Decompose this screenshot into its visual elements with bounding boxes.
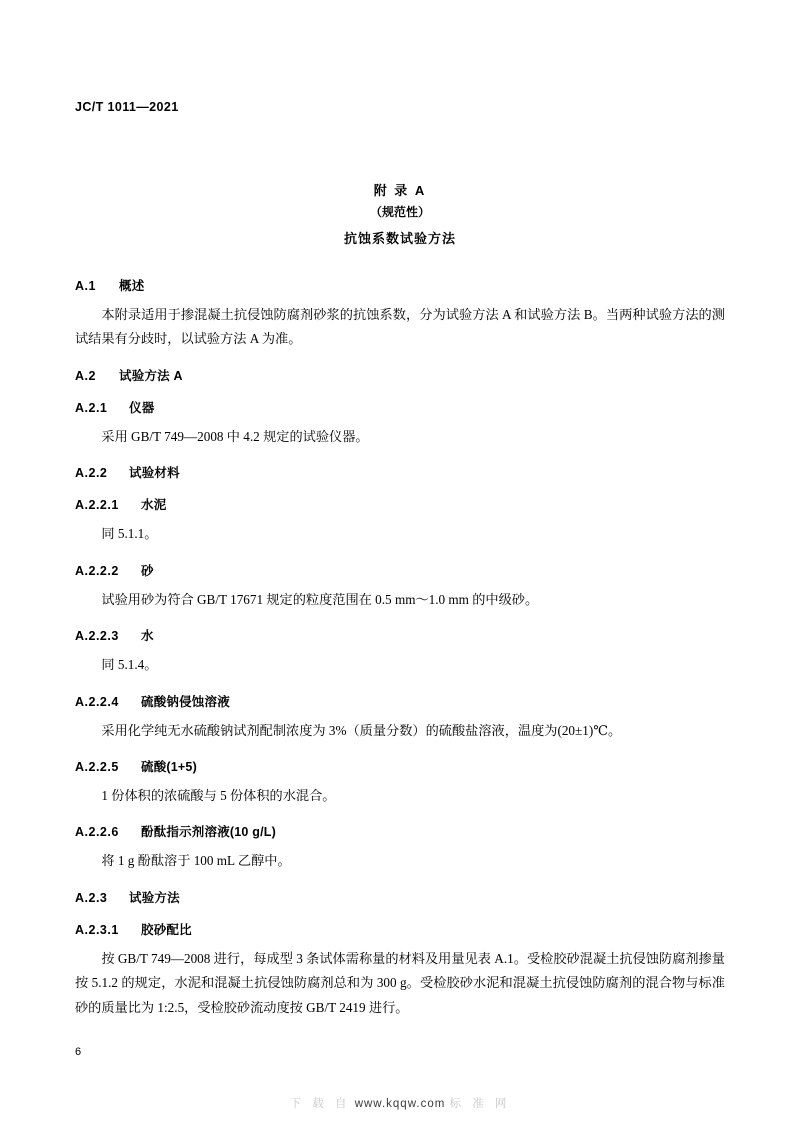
section-label: 水 — [141, 629, 154, 644]
section-label: 试验方法 — [129, 890, 180, 905]
section-number: A.2 — [75, 368, 96, 383]
section-heading — [75, 366, 725, 384]
section-heading — [75, 757, 725, 775]
section-label: 水泥 — [141, 498, 167, 513]
section-heading — [75, 920, 725, 938]
footer-watermark — [75, 1095, 725, 1111]
footer-watermark-left: 下 载 自 — [289, 1098, 351, 1110]
annex-subtitle: （规范性） — [369, 205, 430, 219]
body-paragraph: 将 1 g 酚酞溶于 100 mL 乙醇中。 — [101, 853, 291, 869]
section-heading — [75, 888, 725, 906]
section-number: A.2.2.3 — [75, 629, 119, 644]
section-label: 胶砂配比 — [141, 922, 192, 937]
annex-body — [75, 262, 725, 1020]
standard-number-header: JC/T 1011—2021 — [75, 100, 179, 114]
section-label: 概述 — [119, 279, 145, 293]
annex-title: 附 录 A — [373, 183, 427, 198]
section-heading — [75, 561, 725, 579]
section-number: A.2.3.1 — [75, 922, 119, 937]
body-paragraph: 按 GB/T 749—2008 进行，每成型 3 条试体需称量的材料及用量见表 A.1。受检胶砂混凝土抗侵蚀防腐剂掺量按 5.1.2 的规定，水泥和混凝土抗侵蚀防腐剂总和为 300 g。受检胶砂水泥和混凝土抗侵蚀防腐剂的混合物与标准砂的质量比为 1:2.5，受检胶砂流动度按 GB/T 2419 进行。 — [75, 950, 725, 1015]
section-label: 硫酸(1+5) — [141, 759, 197, 774]
section-number: A.2.2.5 — [75, 759, 119, 774]
body-paragraph: 同 5.1.4。 — [101, 657, 158, 673]
section-heading — [75, 276, 725, 294]
section-number: A.2.2.2 — [75, 563, 119, 578]
section-heading — [75, 463, 725, 481]
section-label: 仪器 — [129, 400, 155, 415]
section-number: A.2.2.1 — [75, 498, 119, 513]
section-label: 砂 — [141, 563, 154, 578]
body-paragraph: 1 份体积的浓硫酸与 5 份体积的水混合。 — [101, 787, 336, 803]
section-label: 硫酸钠侵蚀溶液 — [141, 694, 230, 709]
section-number: A.1 — [75, 279, 96, 293]
section-number: A.2.2.4 — [75, 694, 119, 709]
page-content — [75, 0, 725, 1132]
section-heading — [75, 822, 725, 840]
footer-watermark-site: www.kqqw.com — [354, 1098, 446, 1110]
body-paragraph: 采用化学纯无水硫酸钠试剂配制浓度为 3%（质量分数）的硫酸盐溶液，温度为(20±1)℃。 — [101, 722, 622, 738]
section-label: 试验材料 — [129, 466, 180, 481]
body-paragraph: 采用 GB/T 749—2008 中 4.2 规定的试验仪器。 — [101, 428, 369, 444]
body-paragraph: 试验用砂为符合 GB/T 17671 规定的粒度范围在 0.5 mm～1.0 mm 的中级砂。 — [101, 591, 539, 607]
section-number: A.2.1 — [75, 400, 108, 415]
section-label: 酚酞指示剂溶液(10 g/L) — [141, 825, 276, 840]
section-number: A.2.2.6 — [75, 825, 119, 840]
section-heading — [75, 626, 725, 644]
section-heading — [75, 495, 725, 513]
footer-watermark-right: 标 准 网 — [449, 1098, 511, 1110]
section-number: A.2.3 — [75, 890, 108, 905]
section-label: 试验方法 A — [119, 368, 183, 383]
body-paragraph: 本附录适用于掺混凝土抗侵蚀防腐剂砂浆的抗蚀系数，分为试验方法 A 和试验方法 B。当两种试验方法的测试结果有分歧时，以试验方法 A 为准。 — [75, 307, 725, 347]
section-heading — [75, 692, 725, 710]
section-heading — [75, 398, 725, 416]
body-paragraph: 同 5.1.1。 — [101, 526, 158, 542]
section-number: A.2.2 — [75, 466, 108, 481]
annex-name: 抗蚀系数试验方法 — [343, 231, 456, 246]
page-number: 6 — [75, 1046, 82, 1058]
